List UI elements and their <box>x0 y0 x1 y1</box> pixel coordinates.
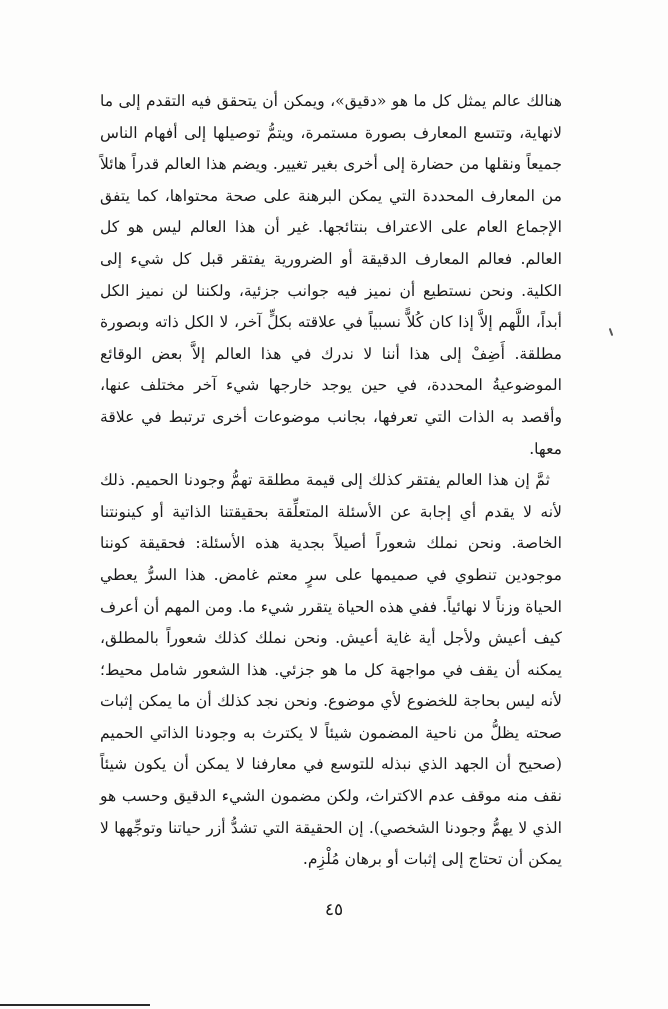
margin-mark <box>609 328 614 336</box>
bottom-edge-rule <box>0 1004 150 1006</box>
page-number: ٤٥ <box>324 900 344 920</box>
paragraph-1: هنالك عالم يمثل كل ما هو «دقيق»، ويمكن أن يتحقق فيه التقدم إلى ما لانهاية، وتتسع المعارف بصورة مستمرة، ويتمُّ توصيلها إلى أفهام الناس جميعاً ونقلها من حضارة إلى أخرى بغير تغيير. ويضم هذا العالم قدراً هائلاً من المعارف المحددة التي يمكن البرهنة على صحة محتواها، كما يتفق الإجماع العام على الاعتراف بنتائجها. غير أن هذا العالم ليس هو كل العالم. فعالم المعارف الدقيقة أو الضرورية يفتقر قبل كل شيء إلى الكلية. ونحن نستطيع أن نميز فيه جوانب جزئية، ولكننا لن نميز الكل أبداً، اللَّهم إلاَّ إذا كان كُلاًّ نسبياً في علاقته بكلٍّ آخر، لا الكل ذاته وبصورة مطلقة. أَضِفْ إلى هذا أننا لا ندرك في هذا العالم إلاَّ بعض الوقائع الموضوعيةُ المحددة، في حين يوجد خارجها شيء آخر مختلف عنها، وأقصد به الذات التي تعرفها، بجانب موضوعات أخرى ترتبط في علاقة معها. <box>100 92 562 458</box>
body-text <box>100 86 562 876</box>
paragraph-2: ثمَّ إن هذا العالم يفتقر كذلك إلى قيمة مطلقة تهمُّ وجودنا الحميم. ذلك لأنه لا يقدم أي إجابة عن الأسئلة المتعلِّقة بحقيقتنا الذاتية أو كينونتنا الخاصة. ونحن نملك شعوراً أصيلاً بجدية هذه الأسئلة: فحقيقة كوننا موجودين تنطوي في صميمها على سرٍ معتم غامض. هذا السرُّ يعطي الحياة وزناً لا نهائياً. ففي هذه الحياة يتقرر شيء ما. ومن المهم أن أعرف كيف أعيش ولأجل أية غاية أعيش. ونحن نملك كذلك شعوراً بالمطلق، يمكنه أن يقف في مواجهة كل ما هو جزئي. هذا الشعور شامل محيط؛ لأنه ليس بحاجة للخضوع لأي موضوع. ونحن نجد كذلك أن ما يمكن إثبات صحته يظلُّ من ناحية المضمون شيئاً لا يكترث به وجودنا الذاتي الحميم (صحيح أن الجهد الذي نبذله للتوسع في معارفنا لا يمكن أن يكون شيئاً نقف منه موقف عدم الاكتراث، ولكن مضمون الشيء الدقيق وحسب هو الذي لا يهمُّ وجودنا الشخصي). إن الحقيقة التي تشدُّ أزر حياتنا وتوجِّهها لا يمكن أن تحتاج إلى إثبات أو برهان مُلْزِم. <box>100 471 562 869</box>
